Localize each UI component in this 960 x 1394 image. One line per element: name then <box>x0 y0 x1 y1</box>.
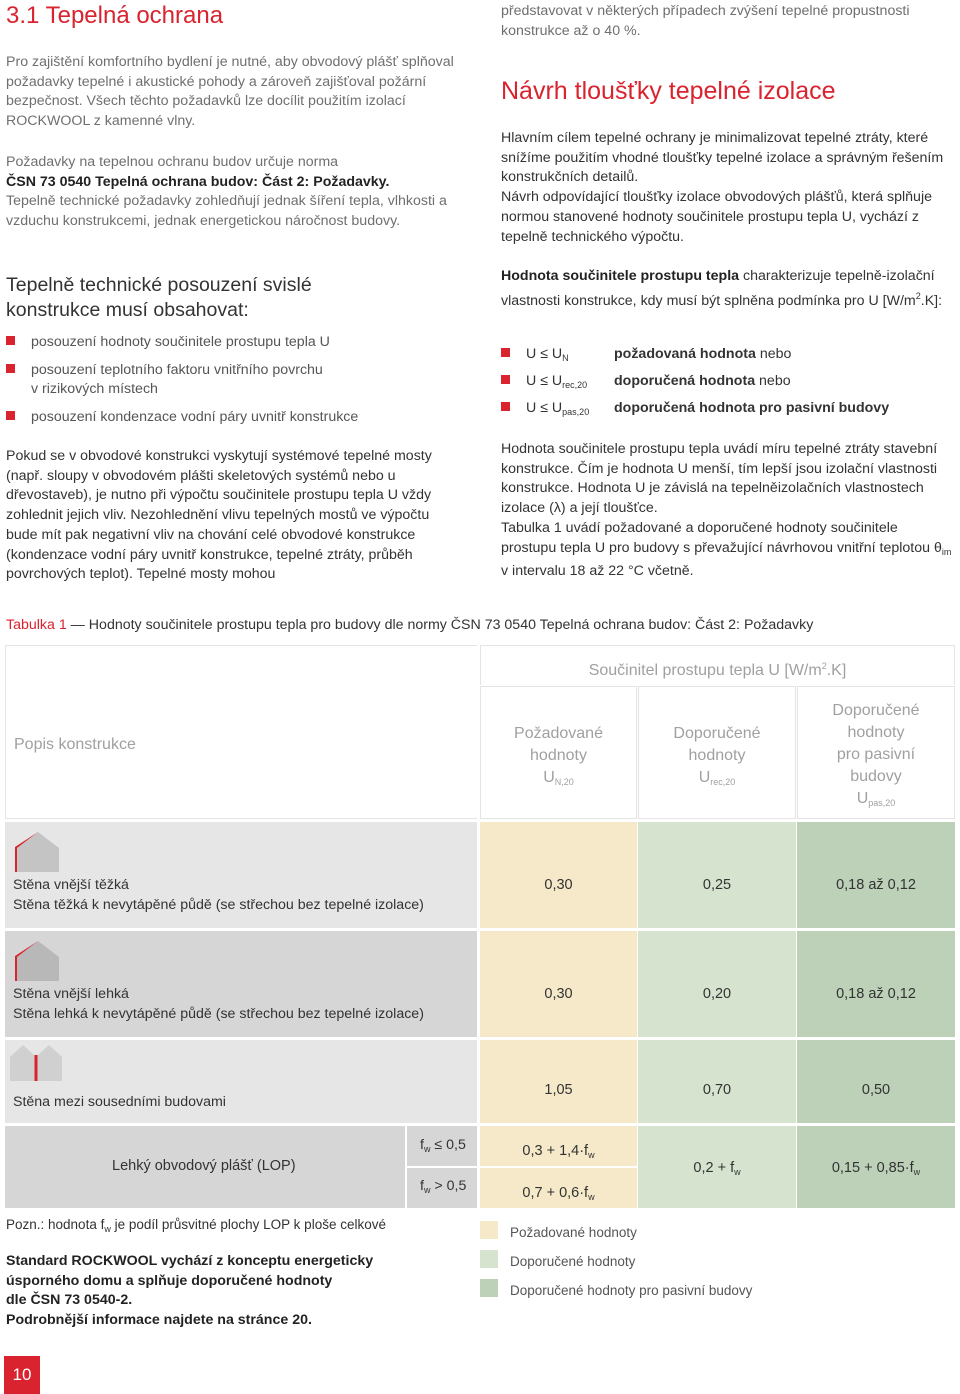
u-definition-sup: 2 <box>915 290 921 301</box>
design-heading: Návrh tloušťky tepelné izolace <box>501 77 836 105</box>
condition-rest: nebo <box>755 346 792 362</box>
lop-required-1 <box>480 1126 637 1166</box>
row-value-required: 0,30 <box>480 822 637 928</box>
u-definition-end: .K]: <box>920 292 943 309</box>
table-caption-label: Tabulka 1 <box>6 617 67 633</box>
col3-sub: pas,20 <box>868 798 896 808</box>
row-value-recommended: 0,20 <box>638 931 796 1037</box>
col3-header-u <box>798 788 954 814</box>
col1-u: U <box>543 769 555 786</box>
lop-passive-text: 0,15 + 0,85·f <box>831 1160 914 1176</box>
assessment-heading <box>6 273 461 323</box>
col1-header-l2: hodnoty <box>530 747 587 764</box>
list-item <box>6 333 461 353</box>
lop-required-1-sub: w <box>588 1150 595 1160</box>
row-desc-line-2: Stěna lehká k nevytápěné půdě (se střechou bez tepelné izolace) <box>13 1005 424 1022</box>
col1-header-cell <box>480 686 637 819</box>
bullet-icon <box>501 402 510 411</box>
condition-rest: nebo <box>755 373 791 389</box>
list-item-continuation: v rizikových místech <box>31 381 158 398</box>
row-desc-line-1: Stěna vnější lehká <box>13 986 129 1002</box>
col3-header <box>798 700 954 814</box>
lop-cond1 <box>420 1136 466 1160</box>
desc-header-cell <box>5 645 477 819</box>
list-item <box>6 408 461 428</box>
col3-header-l4: budovy <box>850 768 902 785</box>
col3-header-cell <box>797 686 955 819</box>
bullet-icon <box>501 375 510 384</box>
col3-u: U <box>856 790 869 807</box>
u-definition-bold: Hodnota součinitele prostupu tepla <box>501 268 740 284</box>
condition-row <box>501 400 956 427</box>
row-value-required: 0,30 <box>480 931 637 1037</box>
col2-header <box>639 723 795 793</box>
standard-name: ČSN 73 0540 Tepelná ochrana budov: Část 2: Požadavky. <box>6 173 390 190</box>
standard-description: Tepelně technické požadavky zohledňují jednak šíření tepla, vlhkosti a vzduchu konstrukcemi, jednak energetickou náročnost budovy. <box>6 193 447 230</box>
lop-cond2-rest: > 0,5 <box>430 1178 467 1194</box>
lop-cond2 <box>420 1177 466 1201</box>
bullet-icon <box>6 411 15 420</box>
lop-passive <box>797 1126 955 1208</box>
col3-header-l2: hodnoty <box>847 724 905 741</box>
lop-recommended-sub: w <box>734 1167 741 1177</box>
table-row-desc <box>5 822 477 928</box>
row-desc-text <box>13 876 424 915</box>
table-caption <box>6 617 956 633</box>
bullet-icon <box>6 336 15 345</box>
u-meaning-text: Hodnota součinitele prostupu tepla uvádí míru tepelné ztráty stavební konstrukce. Čím je hodnota U menší, tím lepší jsou izolační vlastnosti konstrukce. Hodnota U je závislá na tepelněizolačních vlastnostech izolace (λ) a její tloušťce. <box>501 441 938 517</box>
row-desc-line-2: Stěna těžká k nevytápěné půdě (se střechou bez tepelné izolace) <box>13 896 424 913</box>
bullet-icon <box>6 364 15 373</box>
legend-passive-label: Doporučené hodnoty pro pasivní budovy <box>510 1283 753 1298</box>
row-value-recommended: 0,70 <box>638 1040 796 1123</box>
intro-standard-paragraph <box>6 153 456 232</box>
thermal-bridges-paragraph: Pokud se v obvodové konstrukci vyskytují systémové tepelné mosty (např. sloupy v obvodovém plášti skeletových systémů nebo u dřevostaveb), je nutno při výpočtu součinitele prostupu tepla U vždy zohlednit jejich vliv. Nezohlednění vlivu tepelných mostů ve výpočtu bude mít pak negativní vliv na chování celé obvodové konstrukce (kondenzace vodní páry uvnitř konstrukce, tepelné ztráty, průběh povrchových teplot). Tepelné mosty mohou <box>6 448 432 583</box>
section-title: 3.1 Tepelná ochrana <box>6 2 224 29</box>
list-item-text: posouzení kondenzace vodní páry uvnitř konstrukce <box>31 409 359 426</box>
col2-sub: rec,20 <box>710 777 736 787</box>
row-desc-line-1: Stěna vnější těžká <box>13 877 129 893</box>
group-header <box>481 655 954 682</box>
lop-cond1-rest: ≤ 0,5 <box>430 1137 466 1153</box>
lop-required-2-sub: w <box>588 1192 595 1202</box>
row-value-passive: 0,50 <box>797 1040 955 1123</box>
lop-cond1-cell <box>407 1126 477 1166</box>
table-intro-end: v intervalu 18 až 22 °C včetně. <box>501 563 694 580</box>
lop-required-2 <box>480 1168 637 1208</box>
col2-header-l1: Doporučené <box>673 725 761 742</box>
lop-recommended <box>638 1126 796 1208</box>
col3-header-l1: Doporučené <box>832 702 920 719</box>
standard-lead: Požadavky na tepelnou ochranu budov určuje norma <box>6 154 339 170</box>
lop-recommended-text: 0,2 + f <box>693 1160 735 1176</box>
u-definition-text: charakterizuje tepelně-izolační vlastnosti konstrukce, kdy musí být splněna podmínka pro U [W/m <box>501 268 935 309</box>
lop-cond2-f: f <box>420 1178 424 1194</box>
u-definition <box>501 267 946 311</box>
assessment-heading-line-2: konstrukce musí obsahovat: <box>6 299 249 321</box>
bullet-icon <box>501 348 510 357</box>
table-intro-text: Tabulka 1 uvádí požadované a doporučené hodnoty součinitele prostupu tepla U pro budovy s převažující návrhovou vnitřní teplotou θ <box>501 519 942 556</box>
standard-line-2: úsporného domu a splňuje doporučené hodnoty <box>6 1272 333 1289</box>
col2-u: U <box>698 769 711 786</box>
lop-cond2-sub: w <box>423 1185 431 1195</box>
condition-row <box>501 346 956 373</box>
lop-cond1-f: f <box>420 1137 424 1153</box>
conditions-list <box>501 346 956 427</box>
lop-desc-cell <box>5 1126 405 1208</box>
design-paragraph-2: Návrh odpovídající tloušťky izolace obvodových plášťů, která splňuje normou stanovené hodnoty součinitele prostupu tepla U, vychází z tepelně technického výpočtu. <box>501 189 932 245</box>
condition-bold: požadovaná hodnota <box>614 346 756 362</box>
condition-lhs: U ≤ U <box>526 346 563 362</box>
continuation-paragraph: představovat v některých případech zvýšení tepelné propustnosti konstrukce až o 40 %. <box>501 3 910 39</box>
party-wall-houses-icon <box>9 1043 63 1083</box>
lop-cond1-sub: w <box>423 1144 431 1154</box>
design-paragraph <box>501 129 956 247</box>
page-number: 10 <box>4 1356 40 1394</box>
legend-recommended-label: Doporučené hodnoty <box>510 1254 636 1269</box>
lop-desc: Lehký obvodový plášť (LOP) <box>112 1158 296 1174</box>
rockwool-standard <box>6 1252 373 1331</box>
u-meaning-paragraph <box>501 440 953 582</box>
condition-lhs: U ≤ U <box>526 373 563 389</box>
lop-cond2-cell <box>407 1168 477 1208</box>
list-item-text: posouzení teplotního faktoru vnitřního povrchu <box>31 361 323 378</box>
list-item <box>6 361 461 381</box>
group-header-text: Součinitel prostupu tepla U [W/m <box>588 662 822 679</box>
assessment-heading-line-1: Tepelně technické posouzení svislé <box>6 274 312 296</box>
condition-row <box>501 373 956 400</box>
standard-line-1: Standard ROCKWOOL vychází z konceptu energeticky <box>6 1253 374 1269</box>
table-caption-text: — Hodnoty součinitele prostupu tepla pro budovy dle normy ČSN 73 0540 Tepelná ochrana budov: Část 2: Požadavky <box>66 617 814 633</box>
table-row-desc <box>5 931 477 1037</box>
table-note <box>6 1217 386 1234</box>
col1-sub: N,20 <box>554 777 574 787</box>
legend-recommended-swatch <box>480 1250 498 1268</box>
legend-passive-swatch <box>480 1279 498 1297</box>
row-value-required: 1,05 <box>480 1040 637 1123</box>
col1-header-u <box>481 767 636 793</box>
standard-line-4: Podrobnější informace najdete na stránce 20. <box>6 1312 312 1329</box>
table-note-sub: w <box>104 1224 111 1234</box>
col3-header-l3: pro pasivní <box>836 746 916 763</box>
table-note-rest: je podíl průsvitné plochy LOP k ploše celkové <box>110 1217 386 1232</box>
lop-passive-sub: w <box>913 1167 921 1177</box>
group-header-cell <box>480 645 955 685</box>
assessment-list <box>6 333 461 428</box>
condition-bold: doporučená hodnota pro pasivní budovy <box>614 400 890 416</box>
list-item-text: posouzení hodnoty součinitele prostupu tepla U <box>31 334 330 350</box>
table-row-desc <box>5 1040 477 1123</box>
condition-label <box>614 373 791 389</box>
desc-header: Popis konstrukce <box>14 736 136 753</box>
legend-required-label: Požadované hodnoty <box>510 1225 637 1240</box>
row-desc-line-1: Stěna mezi sousedními budovami <box>13 1094 226 1110</box>
intro-paragraph: Pro zajištění komfortního bydlení je nutné, aby obvodový plášť splňoval požadavky tepelné i akustické pohody a zároveň zajišťoval požární bezpečnost. Všech těchto požadavků lze docílit použitím izolací ROCKWOOL z kamenné vlny. <box>6 54 454 130</box>
condition-label <box>614 346 791 362</box>
col1-header-l1: Požadované <box>514 725 603 742</box>
condition-sub: pas,20 <box>562 407 590 417</box>
lop-required-1-text: 0,3 + 1,4·f <box>522 1143 589 1159</box>
col2-header-cell <box>638 686 796 819</box>
group-header-end: .K] <box>826 662 847 679</box>
lop-required-2-text: 0,7 + 0,6·f <box>522 1185 589 1201</box>
heavy-wall-house-icon <box>15 830 61 874</box>
design-paragraph-1: Hlavním cílem tepelné ochrany je minimalizovat tepelné ztráty, které snížíme použitím vhodné tloušťky tepelné izolace a správným řešením konstrukčních detailů. <box>501 130 944 186</box>
condition-lhs: U ≤ U <box>526 400 563 416</box>
table-intro-sub: im <box>941 546 952 557</box>
col1-header <box>481 723 636 793</box>
condition-bold: doporučená hodnota <box>614 373 756 389</box>
light-wall-house-icon <box>15 939 61 983</box>
table-intro <box>501 519 953 582</box>
standard-line-3: dle ČSN 73 0540-2. <box>6 1292 133 1309</box>
group-header-sup: 2 <box>821 661 827 671</box>
condition-sub: N <box>562 353 569 363</box>
legend-required-swatch <box>480 1221 498 1239</box>
row-value-passive: 0,18 až 0,12 <box>797 822 955 928</box>
row-value-passive: 0,18 až 0,12 <box>797 931 955 1037</box>
col2-header-l2: hodnoty <box>688 747 746 764</box>
col2-header-u <box>639 767 795 793</box>
row-desc-text <box>13 985 424 1024</box>
condition-label <box>614 400 889 416</box>
table-note-prefix: Pozn.: hodnota f <box>6 1217 105 1232</box>
row-value-recommended: 0,25 <box>638 822 796 928</box>
condition-sub: rec,20 <box>562 380 588 390</box>
